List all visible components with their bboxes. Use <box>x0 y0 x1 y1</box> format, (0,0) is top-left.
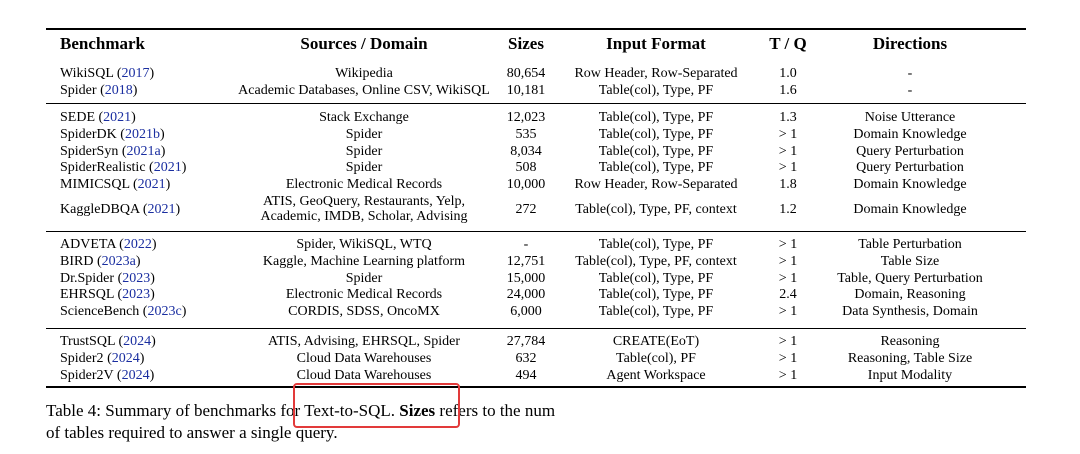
citation-year-link[interactable]: 2021 <box>103 110 132 125</box>
tq-cell: > 1 <box>778 160 798 176</box>
direction-cell: - <box>907 82 913 98</box>
tq-cell: 1.0 <box>779 66 797 81</box>
tq-cell: > 1 <box>778 126 798 142</box>
citation-year-link[interactable]: 2021 <box>147 201 176 217</box>
input-format-cell: Table(col), PF <box>616 350 696 366</box>
input-format-cell: Table(col), Type, PF <box>598 82 714 98</box>
input-format-cell: Table(col), Type, PF <box>598 110 714 125</box>
size-cell: 27,784 <box>506 334 546 349</box>
source-cell: ATIS, Advising, EHRSQL, Spider <box>267 334 461 349</box>
benchmark-cell: EHRSQL (2023) <box>60 287 155 303</box>
source-cell: Cloud Data Warehouses <box>296 350 432 366</box>
header-sizes: Sizes <box>508 34 544 53</box>
size-cell: 15,000 <box>506 270 546 286</box>
tq-cell: 1.3 <box>779 110 797 125</box>
benchmark-cell: Dr.Spider (2023) <box>60 270 155 286</box>
input-format-cell: Table(col), Type, PF <box>598 270 714 286</box>
source-cell: Kaggle, Machine Learning platform <box>262 253 466 269</box>
size-cell: 8,034 <box>510 143 542 159</box>
direction-cell: Domain Knowledge <box>853 201 967 217</box>
source-cell: Spider, WikiSQL, WTQ <box>296 237 432 252</box>
source-cell <box>214 194 514 224</box>
benchmark-cell: Spider (2018) <box>60 82 138 98</box>
size-cell: 80,654 <box>506 66 546 81</box>
tq-cell: 2.4 <box>779 287 797 303</box>
benchmark-name: MIMICSQL <box>60 177 130 192</box>
benchmark-cell: SpiderSyn (2021a) <box>60 143 166 159</box>
header-input-format: Input Format <box>606 34 706 53</box>
source-cell: Electronic Medical Records <box>285 287 443 303</box>
input-format-cell: Table(col), Type, PF <box>598 237 714 252</box>
benchmark-cell: ADVETA (2022) <box>60 237 157 252</box>
header-benchmark: Benchmark <box>60 34 145 53</box>
caption-text-2: refers to the num <box>435 401 556 420</box>
benchmark-name: EHRSQL <box>60 287 114 303</box>
citation-year-link[interactable]: 2023 <box>122 287 151 303</box>
direction-cell: Domain, Reasoning <box>854 287 966 303</box>
input-format-cell: Table(col), Type, PF <box>598 304 714 319</box>
size-cell: 10,000 <box>506 177 546 192</box>
source-cell: Spider <box>345 270 383 286</box>
citation-year-link[interactable]: 2021 <box>137 177 166 192</box>
citation-year-link[interactable]: 2024 <box>121 367 150 383</box>
benchmark-name: BIRD <box>60 253 94 269</box>
benchmark-name: Spider2V <box>60 367 114 383</box>
tq-cell: 1.6 <box>779 82 797 98</box>
tq-cell: > 1 <box>778 253 798 269</box>
benchmark-name: SpiderRealistic <box>60 160 146 176</box>
tq-cell: > 1 <box>778 367 798 383</box>
input-format-cell: Table(col), Type, PF <box>598 143 714 159</box>
group-separator-rule <box>46 231 1026 232</box>
benchmark-name: KaggleDBQA <box>60 201 140 217</box>
size-cell: 508 <box>515 160 537 176</box>
highlight-annotation-box <box>293 383 460 428</box>
input-format-cell: Row Header, Row-Separated <box>574 177 738 192</box>
benchmark-name: Spider <box>60 82 97 98</box>
direction-cell: Noise Utterance <box>864 110 956 125</box>
source-cell: CORDIS, SDSS, OncoMX <box>288 304 440 319</box>
citation-year-link[interactable]: 2021b <box>124 126 160 142</box>
input-format-cell: Table(col), Type, PF <box>598 287 714 303</box>
benchmark-cell: Spider2 (2024) <box>60 350 145 366</box>
citation-year-link[interactable]: 2021 <box>153 160 182 176</box>
direction-cell: - <box>907 66 913 81</box>
benchmark-cell: ScienceBench (2023c) <box>60 304 187 319</box>
direction-cell: Input Modality <box>867 367 953 383</box>
source-cell: Spider <box>345 160 383 176</box>
caption-line-2: of tables required to answer a single query. <box>46 423 338 442</box>
benchmark-name: Spider2 <box>60 350 104 366</box>
benchmark-cell: MIMICSQL (2021) <box>60 177 171 192</box>
table-bottom-rule <box>46 386 1026 388</box>
size-cell: 632 <box>515 350 537 366</box>
benchmark-name: TrustSQL <box>60 334 115 349</box>
input-format-cell: Row Header, Row-Separated <box>574 66 738 81</box>
direction-cell: Query Perturbation <box>856 143 964 159</box>
benchmark-cell: SEDE (2021) <box>60 110 136 125</box>
tq-cell: > 1 <box>778 237 798 252</box>
source-line-1: ATIS, GeoQuery, Restaurants, Yelp, <box>262 193 466 209</box>
tq-cell: > 1 <box>778 143 798 159</box>
tq-cell: > 1 <box>778 304 798 319</box>
benchmark-name: SpiderSyn <box>60 143 119 159</box>
direction-cell: Table, Query Perturbation <box>837 270 983 286</box>
tq-cell: > 1 <box>778 334 798 349</box>
tq-cell: > 1 <box>778 350 798 366</box>
table-top-rule <box>46 28 1026 30</box>
input-format-cell: Table(col), Type, PF <box>598 160 714 176</box>
direction-cell: Query Perturbation <box>856 160 964 176</box>
source-cell: Wikipedia <box>335 66 393 81</box>
group-separator-rule <box>46 103 1026 104</box>
citation-year-link[interactable]: 2017 <box>121 66 150 81</box>
size-cell: - <box>523 237 529 252</box>
source-line-2: Academic, IMDB, Scholar, Advising <box>260 208 468 224</box>
citation-year-link[interactable]: 2024 <box>123 334 152 349</box>
caption-cutoff <box>640 396 1080 426</box>
benchmark-cell: WikiSQL (2017) <box>60 66 155 81</box>
tq-cell: 1.2 <box>779 201 797 217</box>
source-cell: Stack Exchange <box>319 110 409 125</box>
size-cell: 272 <box>515 201 537 217</box>
benchmark-cell: SpiderRealistic (2021) <box>60 160 187 176</box>
group-separator-rule <box>46 328 1026 329</box>
direction-cell: Table Size <box>880 253 940 269</box>
benchmark-cell: SpiderDK (2021b) <box>60 126 165 142</box>
direction-cell: Reasoning <box>880 334 940 349</box>
caption-fade-overlay <box>560 396 650 424</box>
source-cell: Spider <box>345 143 383 159</box>
source-cell: Academic Databases, Online CSV, WikiSQL <box>238 82 490 98</box>
benchmark-name: Dr.Spider <box>60 270 115 286</box>
input-format-cell: Table(col), Type, PF, context <box>575 253 737 269</box>
citation-year-link[interactable]: 2024 <box>111 350 140 366</box>
direction-cell: Domain Knowledge <box>853 177 967 192</box>
benchmark-cell: Spider2V (2024) <box>60 367 155 383</box>
size-cell: 6,000 <box>510 304 542 319</box>
size-cell: 10,181 <box>506 82 546 98</box>
caption-bold-sizes: Sizes <box>399 401 436 420</box>
direction-cell: Table Perturbation <box>858 237 962 252</box>
header-sources-domain: Sources / Domain <box>300 34 428 53</box>
benchmark-name: ADVETA <box>60 237 116 252</box>
citation-year-link[interactable]: 2018 <box>104 82 133 98</box>
benchmark-name: WikiSQL <box>60 66 114 81</box>
tq-cell: > 1 <box>778 270 798 286</box>
caption-text-1: Table 4: Summary of benchmarks for Text-to-SQL. <box>46 401 400 420</box>
citation-year-link[interactable]: 2023a <box>101 253 136 269</box>
input-format-cell: Agent Workspace <box>606 367 706 383</box>
size-cell: 494 <box>515 367 537 383</box>
direction-cell: Reasoning, Table Size <box>847 350 973 366</box>
citation-year-link[interactable]: 2022 <box>123 237 152 252</box>
citation-year-link[interactable]: 2021a <box>126 143 161 159</box>
benchmark-name: ScienceBench <box>60 304 140 319</box>
size-cell: 12,751 <box>506 253 546 269</box>
input-format-cell: CREATE(EoT) <box>612 334 700 349</box>
benchmark-cell: TrustSQL (2024) <box>60 334 156 349</box>
size-cell: 535 <box>515 126 537 142</box>
direction-cell: Domain Knowledge <box>853 126 967 142</box>
direction-cell: Data Synthesis, Domain <box>842 304 978 319</box>
input-format-cell: Table(col), Type, PF, context <box>575 201 737 217</box>
source-cell: Cloud Data Warehouses <box>296 367 432 383</box>
header-directions: Directions <box>872 34 948 53</box>
benchmark-name: SEDE <box>60 110 95 125</box>
header-tq: T / Q <box>769 34 807 53</box>
benchmark-cell: KaggleDBQA (2021) <box>60 201 181 217</box>
size-cell: 24,000 <box>506 287 546 303</box>
size-cell: 12,023 <box>506 110 546 125</box>
source-cell: Electronic Medical Records <box>285 177 443 192</box>
source-cell: Spider <box>345 126 383 142</box>
benchmark-cell: BIRD (2023a) <box>60 253 141 269</box>
tq-cell: 1.8 <box>779 177 797 192</box>
input-format-cell: Table(col), Type, PF <box>598 126 714 142</box>
table-row <box>46 194 1026 226</box>
citation-year-link[interactable]: 2023 <box>122 270 151 286</box>
benchmark-name: SpiderDK <box>60 126 117 142</box>
citation-year-link[interactable]: 2023c <box>147 304 182 319</box>
